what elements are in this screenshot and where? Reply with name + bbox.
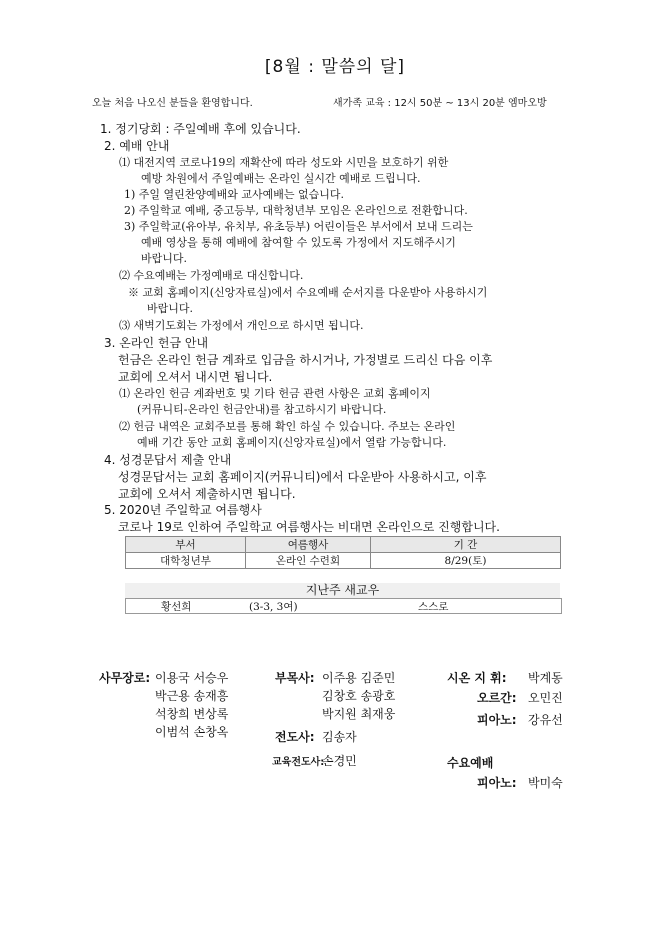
- wednesday-service-label: 수요예배: [447, 756, 494, 770]
- section-2-item-3c: 바랍니다.: [141, 252, 188, 265]
- section-3-text-1: 헌금은 온라인 헌금 계좌로 입금을 하시거나, 가정별로 드리신 다음 이후: [118, 353, 493, 367]
- associate-pastor-line: 이주용 김준민: [322, 671, 396, 685]
- section-4-heading: 4. 성경문답서 제출 안내: [104, 453, 232, 467]
- section-3-p2b: 예배 기간 동안 교회 홈페이지(신앙자료실)에서 열람 가능합니다.: [137, 436, 447, 449]
- table-cell: 온라인 수련회: [246, 553, 371, 569]
- associate-pastor-line: 박지원 최재웅: [322, 707, 396, 721]
- section-2-note-b: 바랍니다.: [147, 302, 194, 315]
- section-3-p1a: ⑴ 온라인 헌금 계좌번호 및 기타 헌금 관련 사항은 교회 홈페이지: [119, 387, 431, 400]
- welcome-text: 오늘 처음 나오신 분들을 환영합니다.: [92, 98, 253, 109]
- table-header-cell: 여름행사: [246, 537, 371, 553]
- section-2-p1b: 예방 차원에서 주일예배는 온라인 실시간 예배로 드립니다.: [141, 172, 421, 185]
- new-member-note: 스스로: [418, 601, 449, 613]
- section-2-item-3b: 예배 영상을 통해 예배에 참여할 수 있도록 가정에서 지도해주시기: [141, 236, 456, 249]
- section-2-p2: ⑵ 수요예배는 가정예배로 대신합니다.: [119, 269, 304, 282]
- table-header-cell: 부서: [126, 537, 246, 553]
- new-family-education: 새가족 교육 : 12시 50분 ~ 13시 20분 엠마오방: [333, 98, 547, 109]
- piano-label: 피아노:: [477, 713, 517, 727]
- section-3-p2a: ⑵ 헌금 내역은 교회주보를 통해 확인 하실 수 있습니다. 주보는 온라인: [119, 420, 456, 433]
- section-1-text: 1. 정기당회 : 주일예배 후에 있습니다.: [100, 122, 301, 136]
- secretary-elder-line: 석창희 변상록: [155, 707, 229, 721]
- section-4-text-2: 교회에 오셔서 제출하시면 됩니다.: [118, 487, 296, 501]
- section-2-note-a: ※ 교회 홈페이지(신앙자료실)에서 수요예배 순서지를 다운받아 사용하시기: [128, 286, 488, 299]
- secretary-elder-line: 이범석 손창옥: [155, 725, 229, 739]
- section-5-text: 코로나 19로 인하여 주일학교 여름행사는 비대면 온라인으로 진행합니다.: [118, 520, 500, 534]
- organ-label: 오르간:: [477, 691, 517, 705]
- piano-name: 강유선: [528, 713, 563, 727]
- education-evangelist-label: 교육전도사:: [272, 757, 325, 768]
- wednesday-piano-name: 박미숙: [528, 776, 563, 790]
- conductor-label: 시온 지 휘:: [447, 671, 507, 685]
- page-title: [8월 : 말씀의 달]: [264, 57, 406, 77]
- wednesday-piano-label: 피아노:: [477, 776, 517, 790]
- conductor-name: 박계동: [528, 671, 563, 685]
- section-2-item-1: 1) 주일 열린찬양예배와 교사예배는 없습니다.: [124, 188, 345, 201]
- secretary-elder-line: 박근용 송재흥: [155, 689, 229, 703]
- evangelist-name: 김송자: [322, 730, 357, 744]
- education-evangelist-name: 손경민: [322, 754, 357, 768]
- new-member-info: (3-3, 3여): [249, 601, 298, 613]
- new-member-name: 황선희: [161, 601, 192, 613]
- secretary-elder-line: 이용국 서승우: [155, 671, 229, 685]
- section-2-item-3a: 3) 주일학교(유아부, 유치부, 유초등부) 어린이들은 부서에서 보내 드리는: [124, 220, 473, 233]
- summer-event-table: [125, 536, 561, 569]
- secretary-elder-label: 사무장로:: [99, 671, 151, 685]
- table-header-row: [126, 537, 561, 553]
- section-2-heading: 2. 예배 안내: [104, 139, 170, 153]
- associate-pastor-label: 부목사:: [275, 671, 315, 685]
- new-members-row: [125, 598, 562, 614]
- section-2-item-2: 2) 주일학교 예배, 중고등부, 대학청년부 모임은 온라인으로 전환합니다.: [124, 204, 468, 217]
- section-4-text-1: 성경문답서는 교회 홈페이지(커뮤니티)에서 다운받아 사용하시고, 이후: [118, 470, 487, 484]
- section-5-heading: 5. 2020년 주일학교 여름행사: [104, 503, 262, 517]
- section-2-p3: ⑶ 새벽기도회는 가정에서 개인으로 하시면 됩니다.: [119, 319, 364, 332]
- table-header-cell: 기 간: [371, 537, 561, 553]
- section-2-p1a: ⑴ 대전지역 코로나19의 재확산에 따라 성도와 시민을 보호하기 위한: [119, 156, 449, 169]
- section-3-p1b: (커뮤니티-온라인 헌금안내)를 참고하시기 바랍니다.: [137, 403, 387, 416]
- table-cell: 8/29(토): [371, 553, 561, 569]
- section-1: [100, 120, 301, 137]
- organ-name: 오민진: [528, 691, 563, 705]
- section-3-text-2: 교회에 오셔서 내시면 됩니다.: [118, 370, 273, 384]
- evangelist-label: 전도사:: [275, 730, 315, 744]
- section-3-heading: 3. 온라인 헌금 안내: [104, 336, 209, 350]
- table-cell: 대학청년부: [126, 553, 246, 569]
- associate-pastor-line: 김창호 송광호: [322, 689, 396, 703]
- table-row: [126, 553, 561, 569]
- new-members-title: 지난주 새교우: [125, 583, 560, 598]
